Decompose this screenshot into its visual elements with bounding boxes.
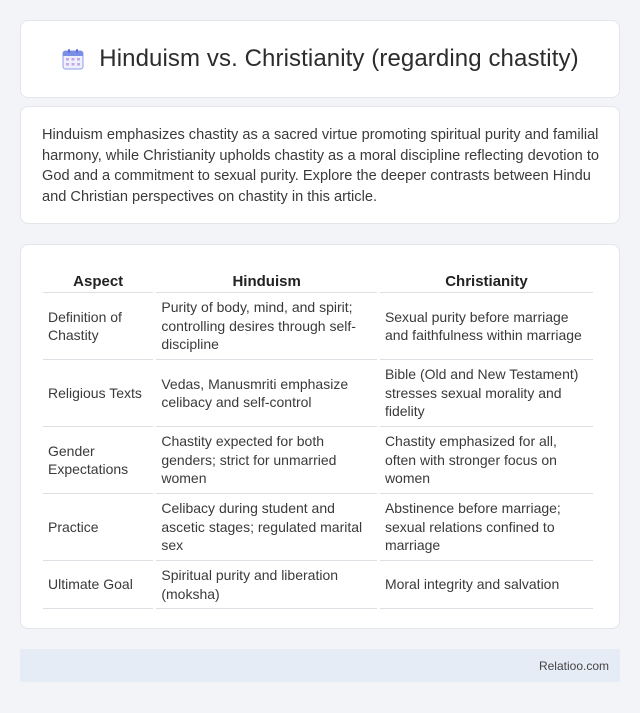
column-header-hinduism: Hinduism: [156, 263, 377, 293]
hinduism-cell: Vedas, Manusmriti emphasize celibacy and self-control: [156, 360, 377, 427]
aspect-cell: Ultimate Goal: [43, 561, 153, 609]
table-row: [43, 293, 593, 360]
table-row: [43, 360, 593, 427]
comparison-table: [40, 263, 596, 609]
aspect-cell: Religious Texts: [43, 360, 153, 427]
intro-card: [20, 106, 620, 224]
christianity-cell: Abstinence before marriage; sexual relations confined to marriage: [380, 494, 593, 561]
table-row: [43, 561, 593, 609]
hinduism-cell: Celibacy during student and ascetic stages; regulated marital sex: [156, 494, 377, 561]
hinduism-cell: Chastity expected for both genders; strict for unmarried women: [156, 427, 377, 494]
page-title: Hinduism vs. Christianity (regarding chastity): [99, 45, 579, 72]
hinduism-cell: Spiritual purity and liberation (moksha): [156, 561, 377, 609]
footer-brand-link[interactable]: Relatioo.com: [538, 658, 609, 673]
column-header-aspect: Aspect: [43, 263, 153, 293]
christianity-cell: Moral integrity and salvation: [380, 561, 593, 609]
christianity-cell: Chastity emphasized for all, often with stronger focus on women: [380, 427, 593, 494]
table-row: [43, 494, 593, 561]
aspect-cell: Definition of Chastity: [43, 293, 153, 360]
table-header-row: [43, 263, 593, 293]
hinduism-cell: Purity of body, mind, and spirit; controlling desires through self-discipline: [156, 293, 377, 360]
aspect-cell: Practice: [43, 494, 153, 561]
christianity-cell: Bible (Old and New Testament) stresses sexual morality and fidelity: [380, 360, 593, 427]
column-header-christianity: Christianity: [380, 263, 593, 293]
footer-bar: [20, 649, 620, 682]
comparison-table-card: [20, 244, 620, 629]
calendar-icon: [61, 47, 85, 71]
title-card: [20, 20, 620, 98]
table-row: [43, 427, 593, 494]
christianity-cell: Sexual purity before marriage and faithfulness within marriage: [380, 293, 593, 360]
intro-text: Hinduism emphasizes chastity as a sacred virtue promoting spiritual purity and familial harmony, while Christianity upholds chastity as a moral discipline reflecting devotion to God and a commitment to sexual purity. Explore the deeper contrasts between Hindu and Christian perspectives on chastity in this article.: [42, 127, 599, 205]
aspect-cell: Gender Expectations: [43, 427, 153, 494]
